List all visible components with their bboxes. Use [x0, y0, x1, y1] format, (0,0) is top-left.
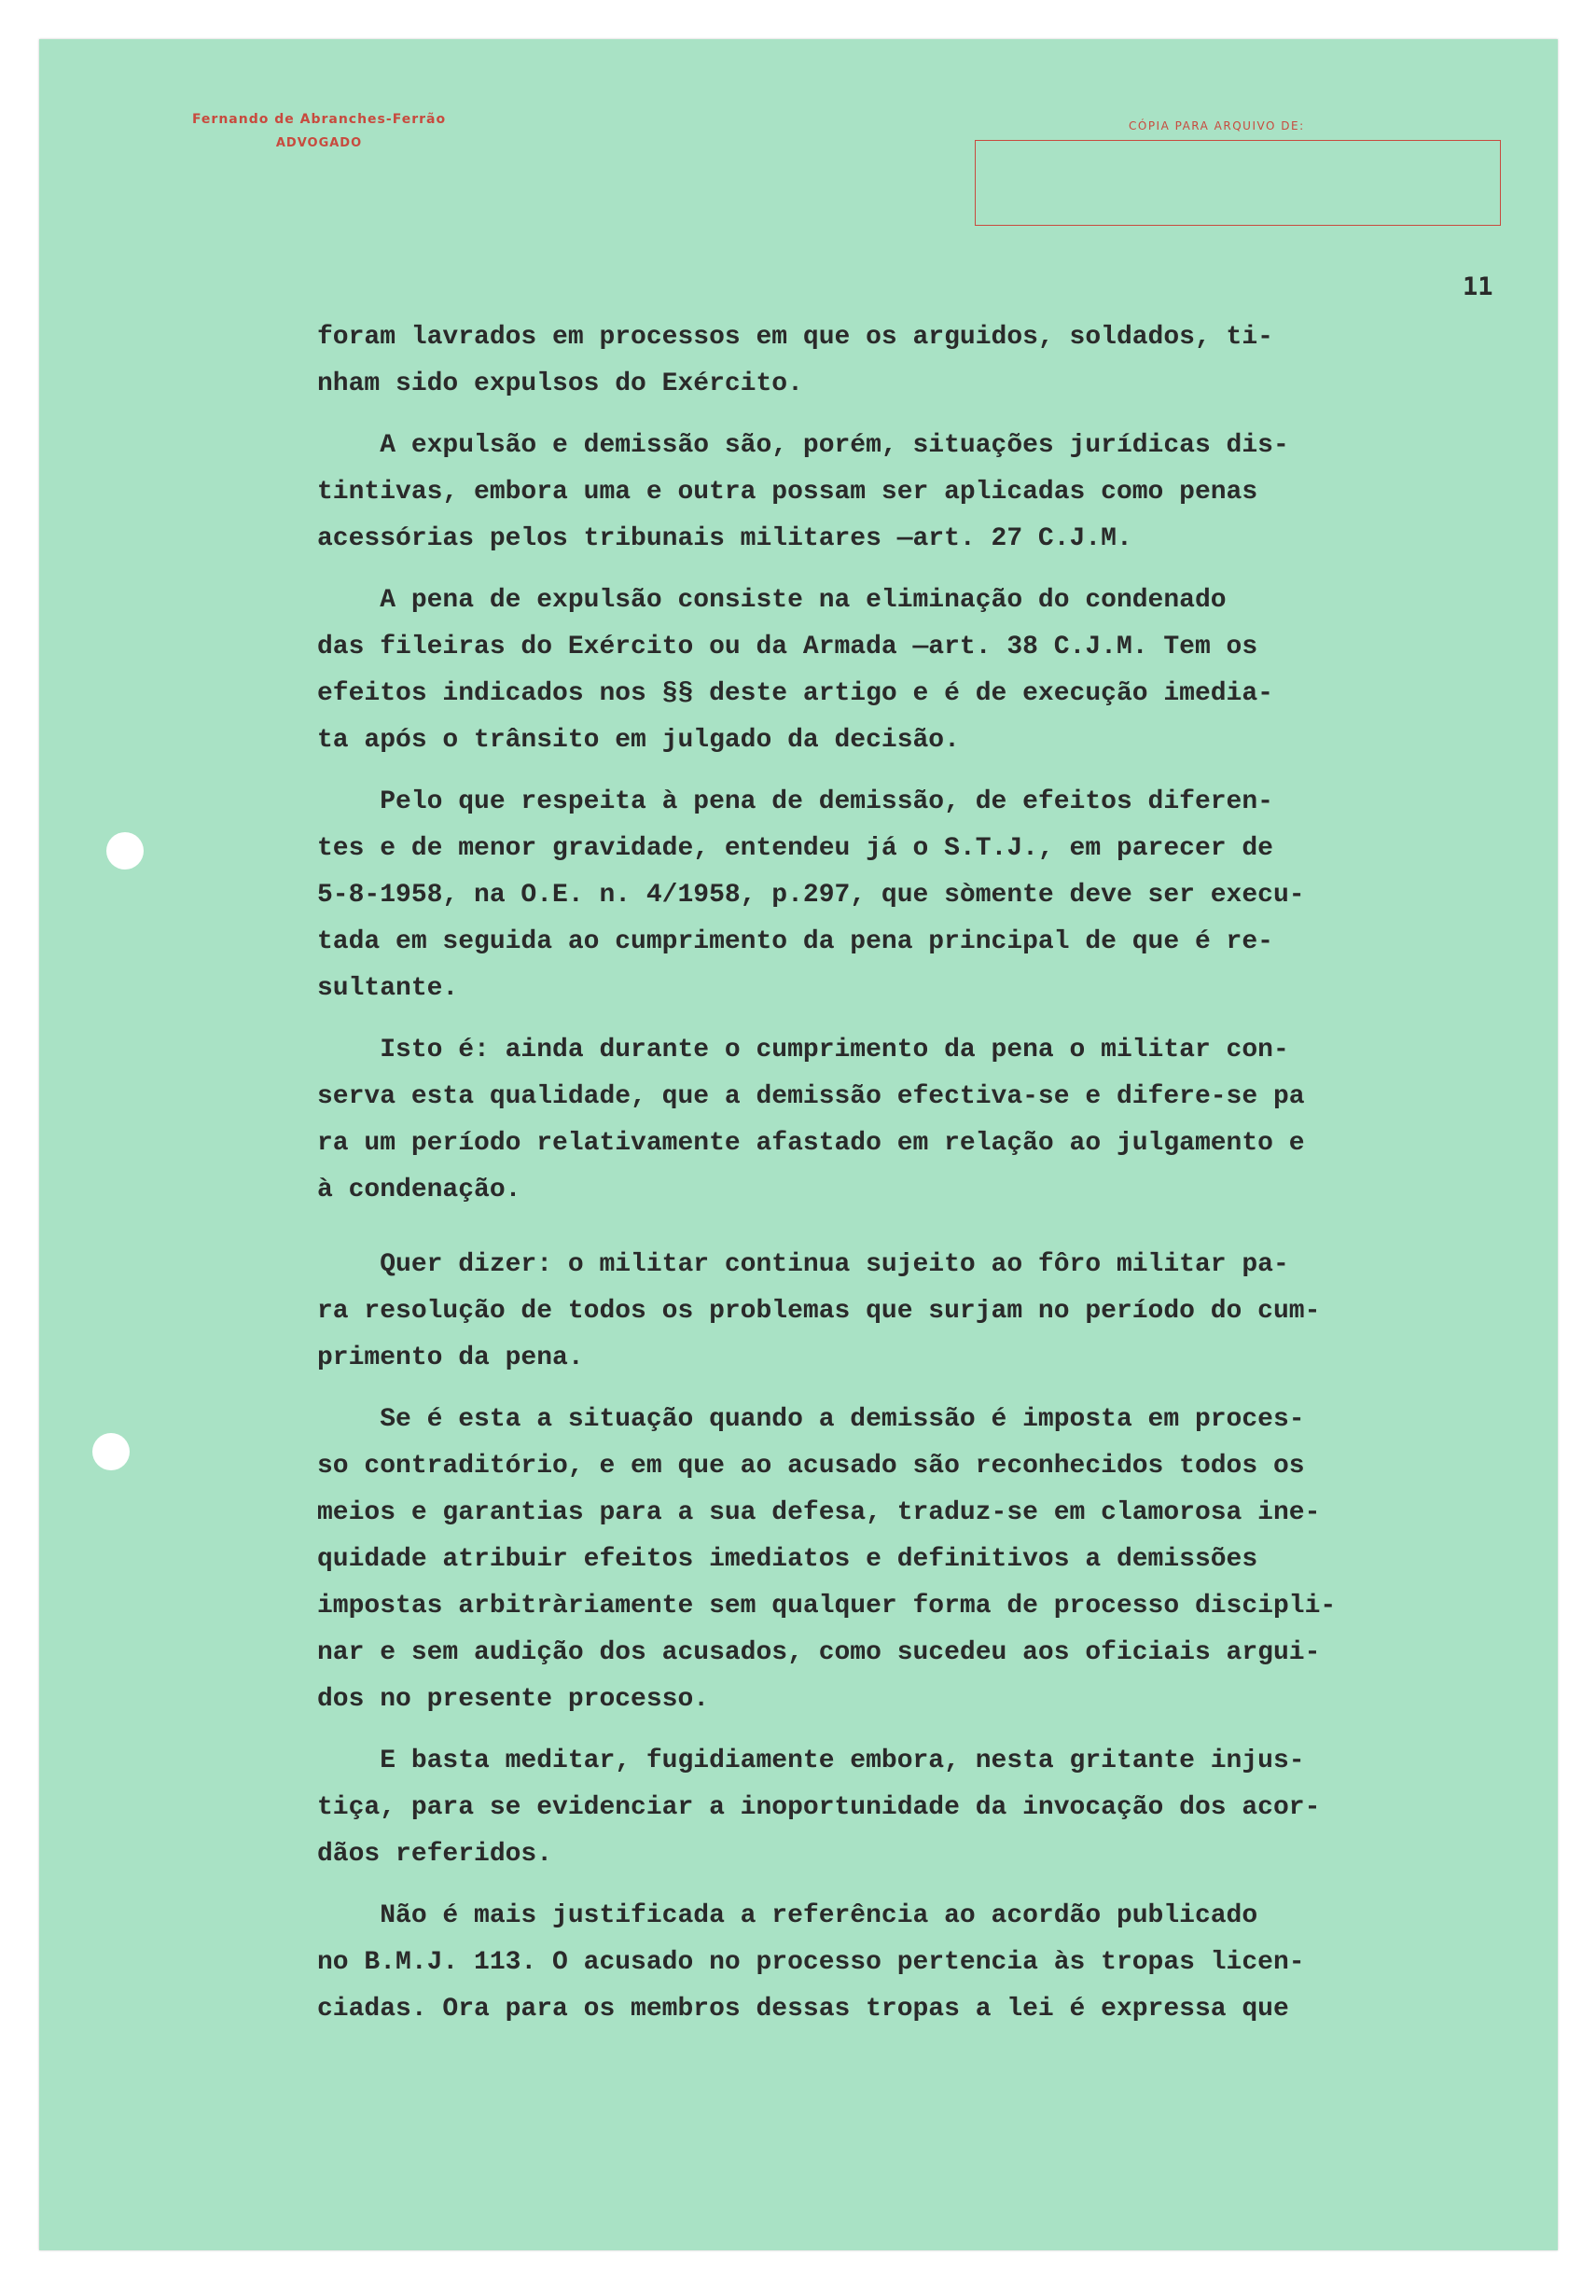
letterhead-name: Fernando de Abranches-Ferrão [191, 112, 447, 127]
letterhead-role: ADVOGADO [275, 136, 363, 150]
text-line: à condenação. [317, 1176, 521, 1204]
text-line: nham sido expulsos do Exército. [317, 369, 803, 398]
text-line: Se é esta a situação quando a demissão é imposta em proces- [317, 1405, 1305, 1434]
text-line: quidade atribuir efeitos imediatos e definitivos a demissões [317, 1545, 1258, 1574]
text-line: serva esta qualidade, que a demissão efectiva-se e difere-se pa [317, 1082, 1305, 1111]
text-line: primento da pena. [317, 1343, 584, 1372]
punch-hole [106, 832, 144, 870]
text-line: ra resolução de todos os problemas que surjam no período do cum- [317, 1297, 1321, 1326]
text-line: das fileiras do Exército ou da Armada —art. 38 C.J.M. Tem os [317, 633, 1258, 661]
text-line: sultante. [317, 974, 459, 1003]
archive-copy-label: CÓPIA PARA ARQUIVO DE: [1129, 119, 1305, 132]
typed-body-text [317, 314, 1548, 2033]
text-line: meios e garantias para a sua defesa, traduz-se em clamorosa ine- [317, 1498, 1321, 1527]
text-line: E basta meditar, fugidiamente embora, nesta gritante injus- [317, 1746, 1305, 1775]
text-line: Isto é: ainda durante o cumprimento da pena o militar con- [317, 1036, 1289, 1065]
punch-hole [92, 1433, 130, 1470]
document-page [39, 39, 1558, 2250]
text-line: efeitos indicados nos §§ deste artigo e é de execução imedia- [317, 679, 1273, 708]
text-line: nar e sem audição dos acusados, como sucedeu aos oficiais argui- [317, 1638, 1321, 1667]
text-line: Quer dizer: o militar continua sujeito ao fôro militar pa- [317, 1250, 1289, 1279]
text-line: Pelo que respeita à pena de demissão, de efeitos diferen- [317, 787, 1273, 816]
text-line: tada em seguida ao cumprimento da pena principal de que é re- [317, 927, 1273, 956]
text-line: no B.M.J. 113. O acusado no processo pertencia às tropas licen- [317, 1948, 1305, 1977]
text-line: 5-8-1958, na O.E. n. 4/1958, p.297, que sòmente deve ser execu- [317, 881, 1305, 910]
text-line: tiça, para se evidenciar a inoportunidade da invocação dos acor- [317, 1793, 1321, 1822]
text-line: tintivas, embora uma e outra possam ser aplicadas como penas [317, 478, 1258, 507]
text-line: A expulsão e demissão são, porém, situações jurídicas dis- [317, 431, 1289, 460]
text-line: ra um período relativamente afastado em relação ao julgamento e [317, 1129, 1305, 1158]
text-line: ciadas. Ora para os membros dessas tropas a lei é expressa que [317, 1995, 1289, 2024]
text-line: so contraditório, e em que ao acusado são reconhecidos todos os [317, 1452, 1305, 1481]
text-line: dãos referidos. [317, 1840, 553, 1869]
text-line: Não é mais justificada a referência ao acordão publicado [317, 1901, 1258, 1930]
page-number: 11 [1463, 272, 1493, 301]
archive-copy-box [975, 140, 1501, 226]
text-line: ta após o trânsito em julgado da decisão. [317, 726, 960, 755]
text-line: A pena de expulsão consiste na eliminação do condenado [317, 586, 1227, 615]
text-line: acessórias pelos tribunais militares —art. 27 C.J.M. [317, 524, 1132, 553]
text-line: impostas arbitràriamente sem qualquer forma de processo discipli- [317, 1592, 1337, 1621]
text-line: foram lavrados em processos em que os arguidos, soldados, ti- [317, 323, 1273, 352]
text-line: tes e de menor gravidade, entendeu já o S.T.J., em parecer de [317, 834, 1273, 863]
text-line: dos no presente processo. [317, 1685, 710, 1714]
letterhead [132, 112, 506, 150]
